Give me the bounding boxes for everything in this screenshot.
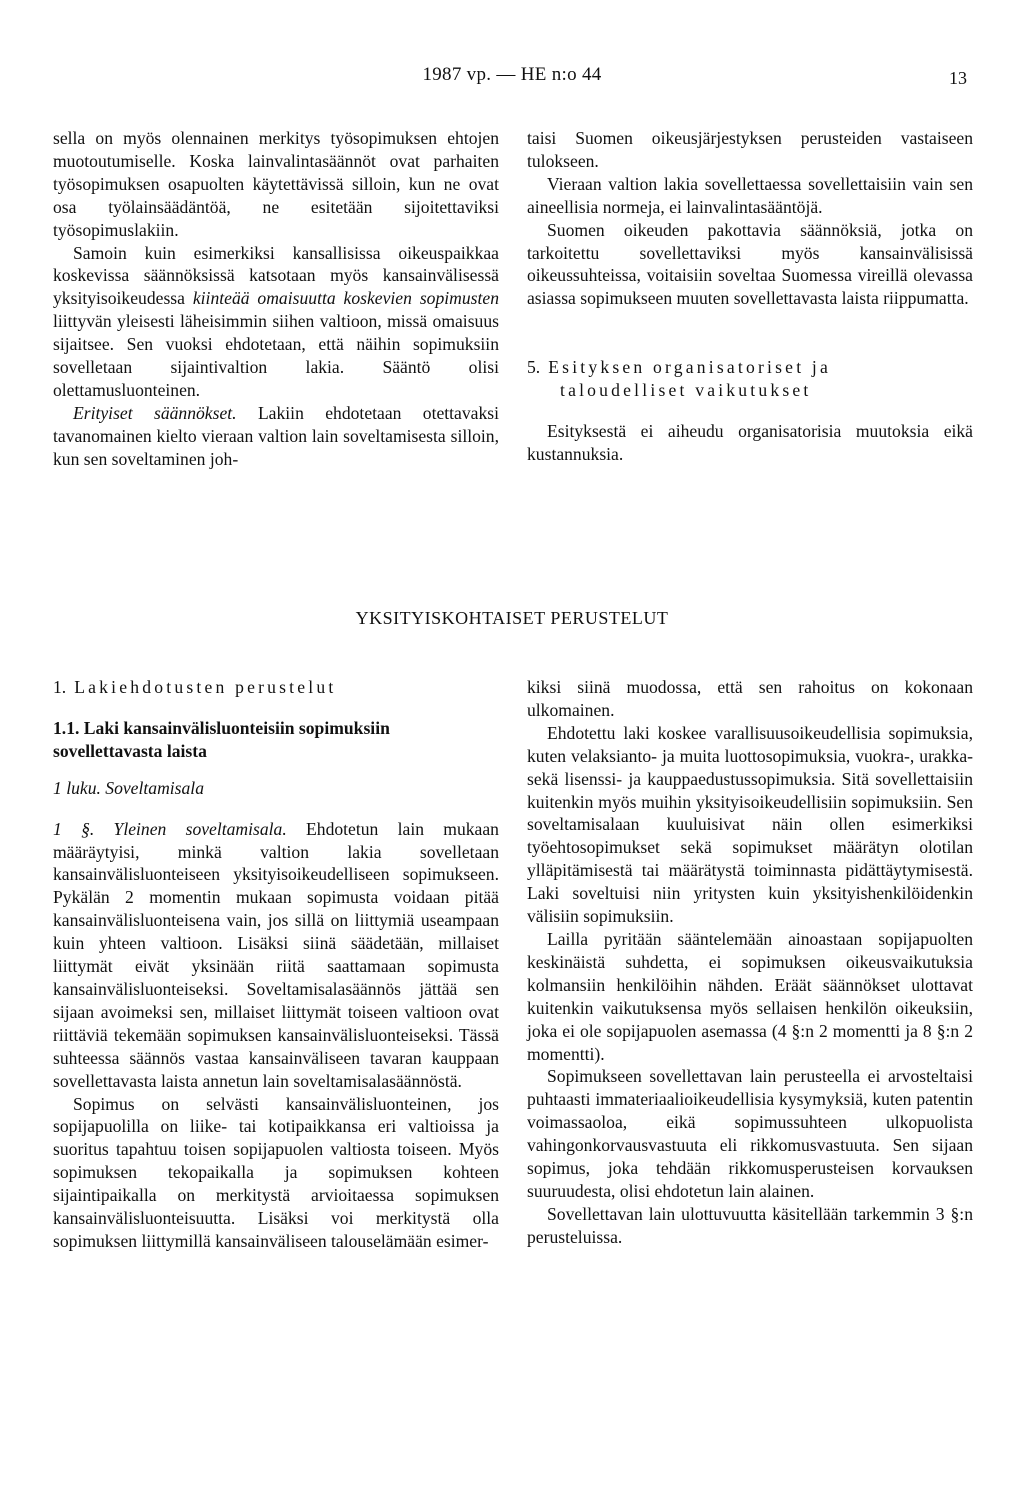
- paragraph: taisi Suomen oikeusjärjestyksen perusteiden vastaiseen tulokseen.: [527, 128, 973, 171]
- section-number: 5.: [527, 357, 541, 378]
- paragraph: Lailla pyritään sääntelemään ainoastaan sopijapuolten keskinäistä suhdetta, ei sopimuksen oikeusvaikutuksia kolmansiin henkilöihin nähden. Eräät säännökset ulottavat kuitenkin vaikutuksensa myös sellaisen henkilön oikeuksiin, joka ei ole sopijapuolen asemassa (4 §:n 2 momentti ja 8 §:n 2 momentti).: [527, 928, 973, 1064]
- section-title: Lakiehdotusten perustelut: [74, 677, 337, 697]
- subsection-heading: [53, 717, 499, 763]
- paragraph-text: Ehdotetun lain mukaan määräytyisi, minkä valtion lakia sovelletaan kansainvälisluonteiseen yksityisoikeudelliseen sopimukseen. Pykälän 2 momentin mukaan sopimusta voidaan pitää kansainvälisluonteisena vain, jos sillä on liittymiä useampaan kuin yhteen valtioon. Lisäksi siinä säädetään, millaiset liittymät eivät yksinään riitä saattamaan sopimusta kansainvälisluonteiseksi. Soveltamisalasäännös jättää sen sijaan avoimeksi sen, millaiset liittymät toiseen valtioon ovat riittäviä tekemään sopimuksen kansainvälisluonteiseksi. Tässä suhteessa säännös vastaa kansainväliseen tavaran kauppaan sovellettavasta laista annetun lain soveltamisalasäännöstä.: [53, 818, 499, 1091]
- subsection-title: Laki kansainvälisluonteisiin sopimuksiin sovellettavasta laista: [53, 717, 390, 761]
- top-left-column: [53, 127, 499, 471]
- section-title-line: Esityksen organisatoriset ja: [548, 357, 831, 378]
- paragraph-text: Samoin kuin esimerkiksi kansallisissa oikeuspaikkaa koskevissa säännöksissä katsotaan myös kansainvälisessä yksityisoikeudessa: [53, 242, 499, 309]
- main-heading: YKSITYISKOHTAISET PERUSTELUT: [355, 608, 669, 628]
- section-heading: [527, 356, 973, 379]
- paragraph: Ehdotettu laki koskee varallisuusoikeudellisia sopimuksia, kuten velaksianto- ja muita luottosopimuksia, vuokra-, urakka- sekä lisenssi- ja kauppaedustussopimuksia. Sitä sovellettaisiin kuitenkin myös muihin yksityisoikeudellisiin sopimuksiin. Sen soveltamisalaan kuuluisivat näin ollen esimerkiksi työehtosopimukset sekä sopimukset määrätyn olotilan ylläpitämisestä tai määrätystä toiminnasta pidättäytymisestä. Laki soveltuisi niin yritysten kuin yksityishenkilöidenkin välisiin sopimuksiin.: [527, 722, 973, 927]
- paragraph: [53, 402, 499, 471]
- section-heading-continued: taloudelliset vaikutukset: [560, 380, 812, 401]
- paragraph: Sopimus on selvästi kansainvälisluonteinen, jos sopijapuolilla on liike- tai kotipaikkansa eri valtioissa ja suoritus tapahtuu toisen sopijapuolen valtiosta toiseen. Myös sopimuksen tekopaikalla ja sopimuksen kohteen sijaintipaikalla on merkitystä arvioitaessa sopimuksen kansainvälisluonteisuutta. Lisäksi voi merkitystä olla sopimuksen liittymillä kansainväliseen talouselämään esimer-: [53, 1093, 499, 1251]
- paragraph: Sopimukseen sovellettavan lain perusteella ei arvosteltaisi puhtaasti immateriaalioikeudellisia kysymyksiä, kuten patentin voimassaoloa, eikä sopimussuhteen ulkopuolista vahingonkorvausvastuuta eli rikkomusvastuuta. Sen sijaan sopimus, joka tehdään rikkomusperusteisen korvauksen suuruudesta, olisi ehdotetun lain alainen.: [527, 1066, 973, 1201]
- page-number: 13: [949, 68, 967, 88]
- top-right-column: [527, 127, 973, 466]
- paragraph: sella on myös olennainen merkitys työsopimuksen ehtojen muotoutumiselle. Koska lainvalintasäännöt ovat parhaiten työsopimuksen osapuolten käytettävissä silloin, kun ne ovat osa työlainsäädäntöä, ne esitetään sijoitettaviksi työsopimuslakiin.: [53, 128, 499, 240]
- chapter-heading: [53, 777, 499, 800]
- subsection-number: 1.1.: [53, 717, 80, 738]
- paragraph: [53, 818, 499, 1093]
- paragraph: Suomen oikeuden pakottavia säännöksiä, jotka on tarkoitettu sovellettaviksi myös kansainvälisissä oikeussuhteissa, voitaisiin soveltaa Suomessa vireillä olevassa asiassa sopimukseen muuten sovellettavasta laista riippumatta.: [527, 219, 973, 309]
- emphasis-text: Erityiset säännökset.: [73, 402, 237, 423]
- paragraph: Sovellettavan lain ulottuvuutta käsitellään tarkemmin 3 §:n perusteluissa.: [527, 1203, 973, 1247]
- section-number: 1.: [53, 677, 67, 697]
- paragraph: [53, 242, 499, 402]
- chapter-title: 1 luku. Soveltamisala: [53, 777, 204, 798]
- bottom-right-column: [527, 676, 973, 1249]
- bottom-left-column: [53, 676, 499, 1253]
- paragraph: Vieraan valtion lakia sovellettaessa sovellettaisiin vain sen aineellisia normeja, ei lainvalintasääntöjä.: [527, 173, 973, 217]
- section-heading: [53, 676, 499, 699]
- emphasis-text: 1 §. Yleinen soveltamisala.: [53, 818, 287, 839]
- running-header: 1987 vp. — HE n:o 44: [422, 64, 602, 85]
- paragraph-text: liittyvän yleisesti läheisimmin siihen valtioon, missä omaisuus sijaitsee. Sen vuoksi ehdotetaan, että näihin sopimuksiin sovelletaan sijaintivaltion lakia. Sääntö olisi olettamusluonteinen.: [53, 311, 499, 400]
- paragraph: kiksi siinä muodossa, että sen rahoitus on kokonaan ulkomainen.: [527, 677, 973, 720]
- paragraph: Esityksestä ei aiheudu organisatorisia muutoksia eikä kustannuksia.: [527, 421, 973, 464]
- page-header: [0, 64, 1024, 94]
- emphasis-text: kiinteää omaisuutta koskevien sopimusten: [192, 288, 499, 309]
- paragraph-text: Lakiin ehdotetaan otettavaksi tavanomainen kielto vieraan valtion lain soveltamisesta silloin, kun sen soveltaminen joh-: [53, 402, 500, 469]
